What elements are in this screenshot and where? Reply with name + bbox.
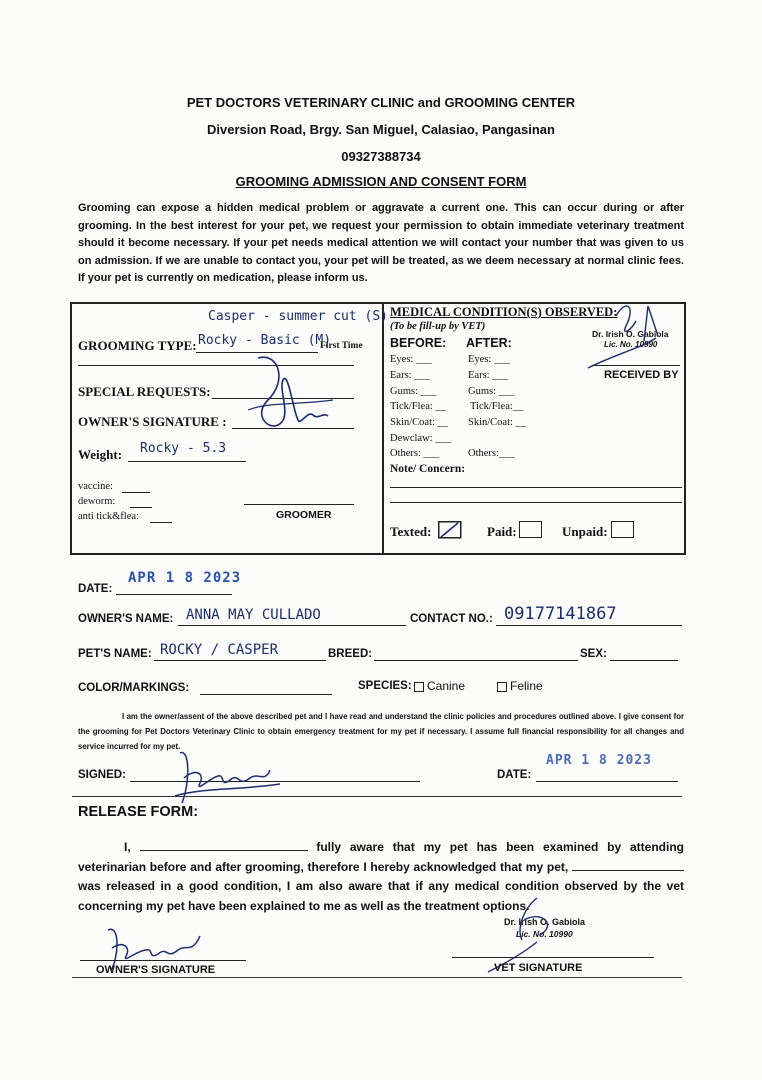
before-others: Others: ___ (390, 448, 440, 459)
medical-condition-subtitle: (To be fill-up by VET) (390, 321, 486, 332)
vaccine-line (122, 492, 150, 493)
note-line-2 (390, 502, 682, 503)
species-label: SPECIES: (358, 680, 412, 692)
owner-name-line (178, 625, 406, 626)
consent-date-label: DATE: (497, 769, 532, 781)
clinic-name: PET DOCTORS VETERINARY CLINIC and GROOMING CENTER (186, 95, 576, 110)
release-text-1: fully aware that my pet has been examined by attending veterinarian before and after grooming, therefore I hereby acknowledged that my pet, (78, 840, 684, 874)
release-bottom-rule (72, 977, 682, 978)
date-stamp: APR 1 8 2023 (128, 570, 242, 586)
special-requests-label: SPECIAL REQUESTS: (78, 384, 211, 399)
unpaid-label: Unpaid: (562, 524, 608, 539)
contact-line (496, 625, 682, 626)
pet-name-label: PET'S NAME: (78, 648, 152, 660)
before-skin-coat: Skin/Coat: __ (390, 417, 449, 428)
release-top-rule (72, 796, 682, 797)
clinic-address: Diversion Road, Brgy. San Miguel, Calasiao, Pangasinan (207, 122, 555, 137)
paid-label: Paid: (487, 524, 517, 539)
groomer-label: GROOMER (276, 509, 332, 521)
anti-tick-label: anti tick&flea: (78, 511, 139, 522)
release-owner-signature-line (80, 960, 246, 961)
owner-name-label: OWNER'S NAME: (78, 613, 174, 625)
medical-condition-title: MEDICAL CONDITION(S) OBSERVED: (390, 305, 618, 319)
vet-stamp-name: Dr. Irish O. Gabiola (592, 329, 669, 339)
release-vet-stamp-name: Dr. Irish O. Gabiola (504, 917, 586, 927)
contact-label: CONTACT NO.: (410, 613, 493, 625)
after-others: Others:___ (468, 448, 515, 459)
owner-signature-scribble (238, 350, 338, 445)
note-line-1 (390, 487, 682, 488)
release-vet-signature-line (452, 957, 654, 958)
groomer-line (244, 504, 354, 505)
grooming-type-handwritten-1: Casper - summer cut (S) (208, 309, 389, 324)
feline-checkbox[interactable] (497, 682, 507, 692)
grooming-type-handwritten-2: Rocky - Basic (M) (198, 333, 332, 348)
signed-label: SIGNED: (78, 769, 126, 781)
feline-label: Feline (510, 679, 543, 693)
after-skin-coat: Skin/Coat: __ (468, 417, 527, 428)
vet-signature-scribble (586, 296, 686, 376)
sex-line (610, 660, 678, 661)
form-title: GROOMING ADMISSION AND CONSENT FORM (235, 174, 527, 189)
before-ears: Ears: ___ (390, 370, 430, 381)
after-label: AFTER: (466, 336, 512, 350)
after-tick-flea: Tick/Flea:__ (470, 401, 524, 412)
contact-value: 09177141867 (504, 604, 617, 624)
anti-tick-line (150, 522, 172, 523)
date-line (116, 594, 232, 595)
release-vet-stamp-license: Lic. No. 10990 (516, 929, 573, 939)
received-by-label: RECEIVED BY (604, 369, 679, 381)
date-label: DATE: (78, 583, 113, 595)
intro-paragraph: Grooming can expose a hidden medical problem or aggravate a current one. This can occur during or after grooming. In the best interest for your pet, we request your permission to obtain immediate veterinary treatment should it become necessary. If your pet needs medical attention we will contact your number that was given to us on admission. If we are unable to contact you, your pet will be treated, as we deem necessary at normal clinic fees. If your pet is currently on medication, please inform us. (78, 202, 684, 284)
owner-name-value: ANNA MAY CULLADO (186, 607, 321, 623)
consent-paragraph: I am the owner/assent of the above described pet and I have read and understand the clinic policies and procedures outlined above. I give consent for the grooming for Pet Doctors Veterinary Clinic to obtain emergency treatment for my pet if necessary. I assume full financial responsibility for all changes and service incurred for my pet. (78, 712, 684, 751)
deworm-label: deworm: (78, 496, 116, 507)
color-markings-line (200, 694, 332, 695)
before-gums: Gums: ___ (390, 386, 437, 397)
before-eyes: Eyes: ___ (390, 354, 432, 365)
note-concern-label: Note/ Concern: (390, 463, 466, 475)
release-owner-signature-label: OWNER'S SIGNATURE (96, 964, 216, 976)
paid-checkbox[interactable] (519, 521, 542, 539)
release-i: I, (124, 840, 131, 854)
received-by-line (592, 365, 680, 366)
consent-date-stamp: APR 1 8 2023 (546, 753, 652, 768)
owner-signature-label: OWNER'S SIGNATURE : (78, 414, 227, 429)
pet-name-value: ROCKY / CASPER (160, 642, 279, 658)
release-name-blank (140, 838, 308, 851)
after-ears: Ears: ___ (468, 370, 508, 381)
sex-label: SEX: (580, 648, 607, 660)
release-vet-signature-label: VET SIGNATURE (494, 962, 583, 974)
release-text-2: was released in a good condition, I am also aware that if any medical condition observed by the vet concerning my pet have been explained to me as well as the treatment options. (78, 879, 684, 913)
after-gums: Gums: ___ (468, 386, 515, 397)
release-form-title: RELEASE FORM: (78, 804, 199, 820)
unpaid-checkbox[interactable] (611, 521, 634, 539)
before-tick-flea: Tick/Flea: __ (390, 401, 446, 412)
weight-label: Weight: (78, 447, 123, 462)
vet-stamp-license: Lic. No. 10990 (604, 340, 658, 349)
weight-line (128, 461, 246, 462)
canine-label: Canine (427, 679, 466, 693)
release-pet-blank (572, 858, 684, 871)
vaccine-label: vaccine: (78, 481, 113, 492)
deworm-line (130, 507, 152, 508)
box-divider (382, 302, 384, 555)
breed-line (374, 660, 578, 661)
texted-label: Texted: (390, 524, 432, 539)
weight-value: Rocky - 5.3 (140, 441, 227, 456)
before-label: BEFORE: (390, 336, 447, 350)
color-markings-label: COLOR/MARKINGS: (78, 682, 190, 694)
grooming-type-label: GROOMING TYPE: (78, 338, 197, 353)
first-time-label: First Time (320, 341, 363, 351)
texted-checkbox[interactable] (438, 521, 462, 544)
pet-name-line (154, 660, 326, 661)
consent-date-line (536, 781, 678, 782)
before-dewclaw: Dewclaw: ___ (390, 433, 451, 444)
clinic-phone: 09327388734 (341, 149, 421, 164)
canine-checkbox[interactable] (414, 682, 424, 692)
after-eyes: Eyes: ___ (468, 354, 510, 365)
breed-label: BREED: (328, 648, 373, 660)
